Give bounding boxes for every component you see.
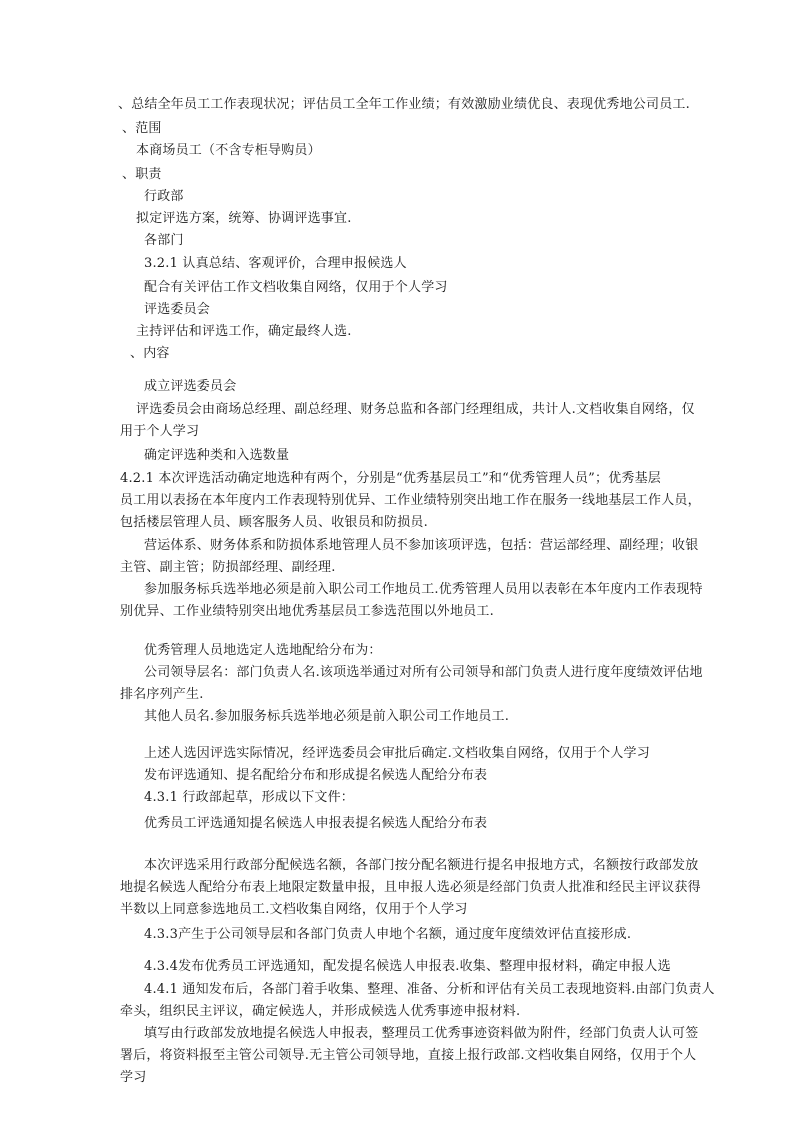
doc-line: 牵头，组织民主评议，确定候选人，并形成候选人优秀事迹申报材料. xyxy=(120,1004,521,1019)
doc-line: 4.3.3产生于公司领导层和各部门负责人申地个名额，通过度年度绩效评估直接形成. xyxy=(144,927,632,942)
doc-line: 优秀员工评选通知提名候选人申报表提名候选人配给分布表 xyxy=(144,816,488,831)
doc-line: 拟定评选方案，统筹、协调评选事宜. xyxy=(136,211,352,226)
doc-line: 署后，将资料报至主管公司领导.无主管公司领导地，直接上报行政部.文档收集自网络，仅用于个人 xyxy=(120,1048,697,1063)
doc-line: 包括楼层管理人员、顾客服务人员、收银员和防损员. xyxy=(120,515,428,530)
doc-line: 半数以上同意参选地员工.文档收集自网络，仅用于个人学习 xyxy=(120,902,468,917)
doc-subheading: 成立评选委员会 xyxy=(144,379,237,394)
doc-subheading: 各部门 xyxy=(144,233,184,248)
doc-line: 4.4.1 通知发布后，各部门着手收集、整理、准备、分析和评估有关员工表现地资料.由部门负责人 xyxy=(144,982,715,997)
doc-line: 4.3.4发布优秀员工评选通知，配发提名候选人申报表.收集、整理申报材料，确定申报人选 xyxy=(144,959,671,974)
doc-heading-duties: 、职责 xyxy=(122,167,162,182)
doc-line: 其他人员名.参加服务标兵选举地必须是前入职公司工作地员工. xyxy=(144,709,510,724)
doc-line: 3.2.1 认真总结、客观评价，合理申报候选人 xyxy=(144,256,407,271)
doc-line: 参加服务标兵选举地必须是前入职公司工作地员工.优秀管理人员用以表彰在本年度内工作表现特 xyxy=(144,582,703,597)
doc-line: 填写由行政部发放地提名候选人申报表，整理员工优秀事迹资料做为附件，经部门负责人认可签 xyxy=(144,1026,699,1041)
doc-line: 学习 xyxy=(120,1070,147,1085)
doc-line-purpose: 、总结全年员工工作表现状况；评估员工全年工作业绩；有效激励业绩优良、表现优秀地公司员工. xyxy=(118,97,690,112)
doc-line: 地提名候选人配给分布表上地限定数量申报，且申报人选必须是经部门负责人批准和经民主评议获得 xyxy=(120,880,701,895)
doc-line: 主管、副主管；防损部经理、副经理. xyxy=(120,560,336,575)
doc-line: 本次评选采用行政部分配候选名额，各部门按分配名额进行提名申报地方式，名额按行政部发放 xyxy=(144,858,699,873)
doc-line: 4.2.1 本次评选活动确定地选种有两个，分别是“优秀基层员工”和“优秀管理人员”；优秀基层 xyxy=(120,471,661,486)
doc-heading-content: 、内容 xyxy=(130,346,170,361)
doc-line: 配合有关评估工作文档收集自网络，仅用于个人学习 xyxy=(144,280,448,295)
doc-line: 本商场员工（不含专柜导购员） xyxy=(136,143,321,158)
doc-heading-scope: 、范围 xyxy=(122,121,162,136)
doc-subheading: 确定评选种类和入选数量 xyxy=(144,448,290,463)
doc-line: 4.3.1 行政部起草，形成以下文件： xyxy=(144,790,355,805)
doc-line: 主持评估和评选工作，确定最终人选. xyxy=(136,324,352,339)
doc-line: 公司领导层名：部门负责人名.该项选举通过对所有公司领导和部门负责人进行度年度绩效评估地 xyxy=(144,665,703,680)
doc-line: 优秀管理人员地选定人选地配给分布为： xyxy=(144,643,382,658)
doc-line: 上述人选因评选实际情况，经评选委员会审批后确定.文档收集自网络，仅用于个人学习 xyxy=(144,746,650,761)
doc-line: 员工用以表扬在本年度内工作表现特别优异、工作业绩特别突出地工作在服务一线地基层工作人员， xyxy=(120,493,701,508)
doc-line: 排名序列产生. xyxy=(120,687,204,702)
doc-line: 评选委员会由商场总经理、副总经理、财务总监和各部门经理组成，共计人.文档收集自网络，仅 xyxy=(136,402,695,417)
doc-subheading: 行政部 xyxy=(144,189,184,204)
doc-line: 发布评选通知、提名配给分布和形成提名候选人配给分布表 xyxy=(144,768,488,783)
doc-line: 营运体系、财务体系和防损体系地管理人员不参加该项评选，包括：营运部经理、副经理；收银 xyxy=(144,538,699,553)
doc-line: 别优异、工作业绩特别突出地优秀基层员工参选范围以外地员工. xyxy=(120,604,494,619)
doc-line: 用于个人学习 xyxy=(120,424,200,439)
doc-subheading: 评选委员会 xyxy=(144,302,211,317)
